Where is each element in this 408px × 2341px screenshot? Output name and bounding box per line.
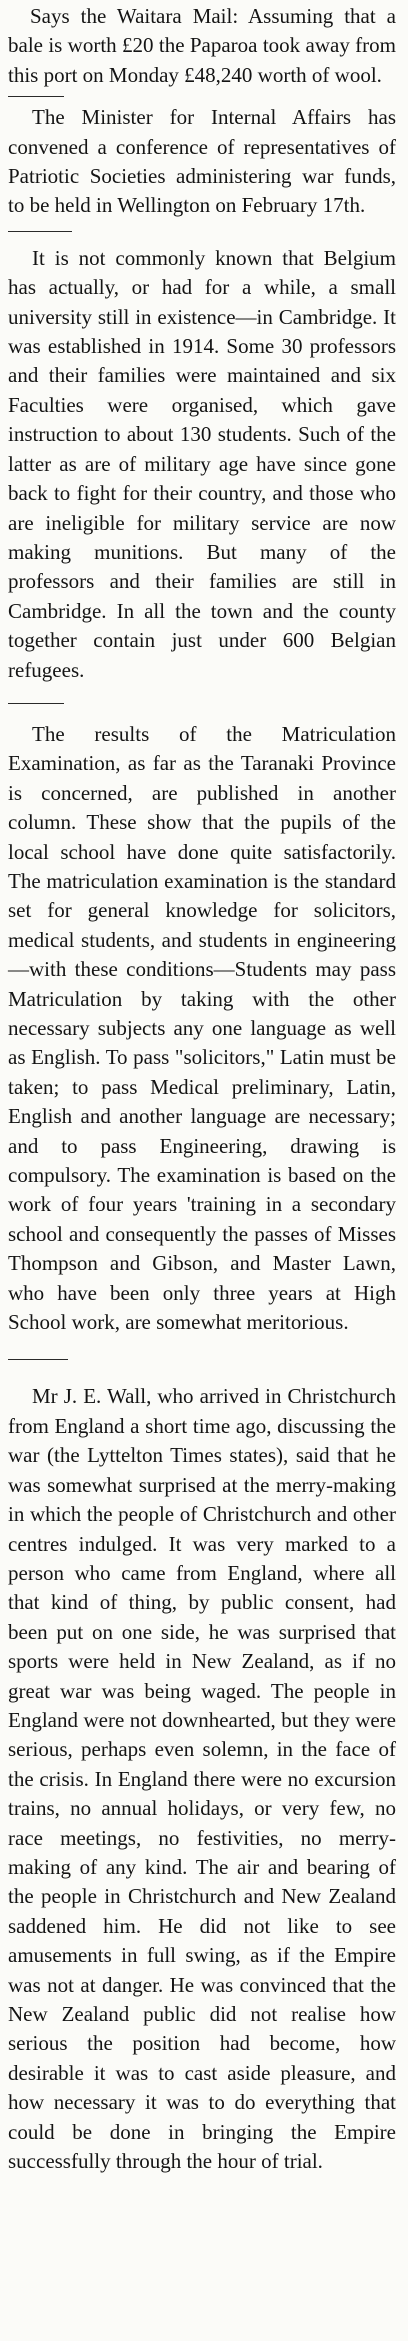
- divider: [8, 231, 72, 232]
- paragraph-patriotic-conference: The Minister for Internal Affairs has convened a conference of representatives of Patriotic Societies administering war funds, to be held in Wellington on February 17th.: [8, 105, 396, 218]
- divider: [8, 96, 64, 97]
- paragraph-belgian-university: It is not commonly known that Belgium has actually, or had for a while, a small university still in existence—in Cambridge. It was established in 1914. Some 30 professors and their families were maintained and six Faculties were organised, which gave instruction to about 130 students. Such of the latter as are of military age have since gone back to fight for their country, and those who are ineligible for military service are now making munitions. But many of the professors and their families are still in Cambridge. In all the town and the county together contain just under 600 Belgian refugees.: [8, 245, 396, 682]
- news-column: [8, 2, 396, 2176]
- paragraph-matriculation-results: The results of the Matriculation Examination, as far as the Taranaki Province is concerned, are published in another column. These show that the pupils of the local school have done quite satisfactorily. The matriculation examination is the standard set for general knowledge for solicitors, medical students, and students in engineering—with these conditions—Students may pass Matriculation by taking with the other necessary subjects any one language as well as English. To pass "solicitors," Latin must be taken; to pass Medical preliminary, Latin, English and another language are necessary; and to pass Engineering, drawing is compulsory. The examination is based on the work of four years 'training in a secondary school and consequently the passes of Misses Thompson and Gibson, and Master Lawn, who have been only three years at High School work, are somewhat meritorious.: [8, 721, 396, 1335]
- paragraph-wall-war-comments: Mr J. E. Wall, who arrived in Christchurch from England a short time ago, discussing the war (the Lyttelton Times states), said that he was somewhat surprised at the merry-making in which the people of Christchurch and other centres indulged. It was very marked to a person who came from England, where all that kind of thing, by public consent, had been put on one side, he was surprised that sports were held in New Zealand, as if no great war was being waged. The people in England were not downhearted, but they were serious, perhaps even solemn, in the face of the crisis. In England there were no excursion trains, no annual holidays, or very few, no race meetings, no festivities, no merry-making of any kind. The air and bearing of the people in Christchurch and New Zealand saddened him. He did not like to see amusements in full swing, as if the Empire was not at danger. He was convinced that the New Zealand public did not realise how serious the position had become, how desirable it was to cast aside pleasure, and how necessary it was to do everything that could be done in bringing the Empire successfully through the hour of trial.: [8, 1384, 396, 2174]
- divider: [8, 703, 64, 704]
- divider: [8, 1359, 68, 1360]
- paragraph-waitara-wool: Says the Waitara Mail: Assuming that a bale is worth £20 the Paparoa took away from this port on Monday £48,240 worth of wool.: [8, 4, 396, 87]
